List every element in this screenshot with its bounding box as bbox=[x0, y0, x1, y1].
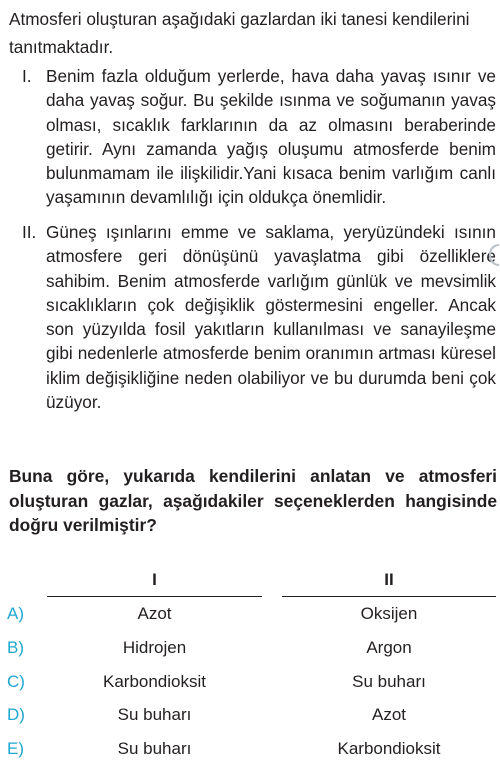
answer-option-e[interactable] bbox=[0, 733, 500, 767]
column-header-ii: II bbox=[384, 570, 394, 589]
option-gas-ii: Oksijen bbox=[360, 604, 418, 623]
answer-option-b[interactable] bbox=[0, 632, 500, 666]
option-gas-i: Su buharı bbox=[117, 739, 192, 758]
answer-option-a[interactable] bbox=[0, 598, 500, 632]
option-gas-i: Azot bbox=[137, 604, 172, 623]
statement-text: Güneş ışınlarını emme ve saklama, yeryüzündeki ısının atmosfere geri dönüşünü yavaşlatma gibi özelliklere sahibim. Benim atmosferde varlığım günlük ve mevsimlik sıcaklıkların çok değişiklik göstermesini engeller. Ancak son yüzyılda fosil yakıtların kullanılması ve sanayileşme gibi nedenlerle atmosferde benim oranımın artması küresel iklim değişikliğine neden olabiliyor ve bu durumda beni çok üzüyor. bbox=[46, 222, 496, 413]
column-rule-i bbox=[47, 596, 262, 597]
answer-option-c[interactable] bbox=[0, 666, 500, 700]
statement-numeral: II. bbox=[22, 222, 37, 242]
statement-text: Benim fazla olduğum yerlerde, hava daha yavaş ısınır ve daha yavaş soğur. Bu şekilde ısınma ve soğumanın yavaş olması, sıcaklık farklarının da az olmasını beraberinde getirir. Aynı zamanda yağış oluşumu atmosferde benim bulunmamam ile ilişkilidir.Yani kısaca benim varlığım canlı yaşamının devamlılığı için oldukça önemlidir. bbox=[46, 66, 496, 208]
statement-i bbox=[22, 64, 496, 210]
option-gas-ii: Argon bbox=[366, 638, 412, 657]
option-letter: B) bbox=[7, 638, 24, 657]
column-header-i: I bbox=[152, 570, 157, 589]
option-gas-ii: Azot bbox=[371, 705, 407, 724]
question-text: Buna göre, yukarıda kendilerini anlatan ve atmosferi oluşturan gazlar, aşağıdakiler seçeneklerden hangisinde doğru verilmiştir? bbox=[9, 466, 497, 535]
option-gas-i: Karbondioksit bbox=[102, 672, 206, 691]
option-gas-ii: Su buharı bbox=[352, 672, 426, 691]
statement-numeral: I. bbox=[22, 66, 32, 86]
option-letter: E) bbox=[7, 739, 24, 758]
column-rule-ii bbox=[282, 596, 496, 597]
statement-ii bbox=[22, 220, 496, 414]
option-gas-ii: Karbondioksit bbox=[337, 739, 441, 758]
option-gas-i: Hidrojen bbox=[122, 638, 187, 657]
option-gas-i: Su buharı bbox=[117, 705, 192, 724]
option-letter: A) bbox=[7, 604, 24, 623]
option-letter: C) bbox=[7, 672, 25, 691]
intro-text: Atmosferi oluşturan aşağıdaki gazlardan iki tanesi kendilerini tanıtmaktadır. bbox=[9, 9, 470, 57]
answer-option-d[interactable] bbox=[0, 699, 500, 733]
option-letter: D) bbox=[7, 705, 25, 724]
